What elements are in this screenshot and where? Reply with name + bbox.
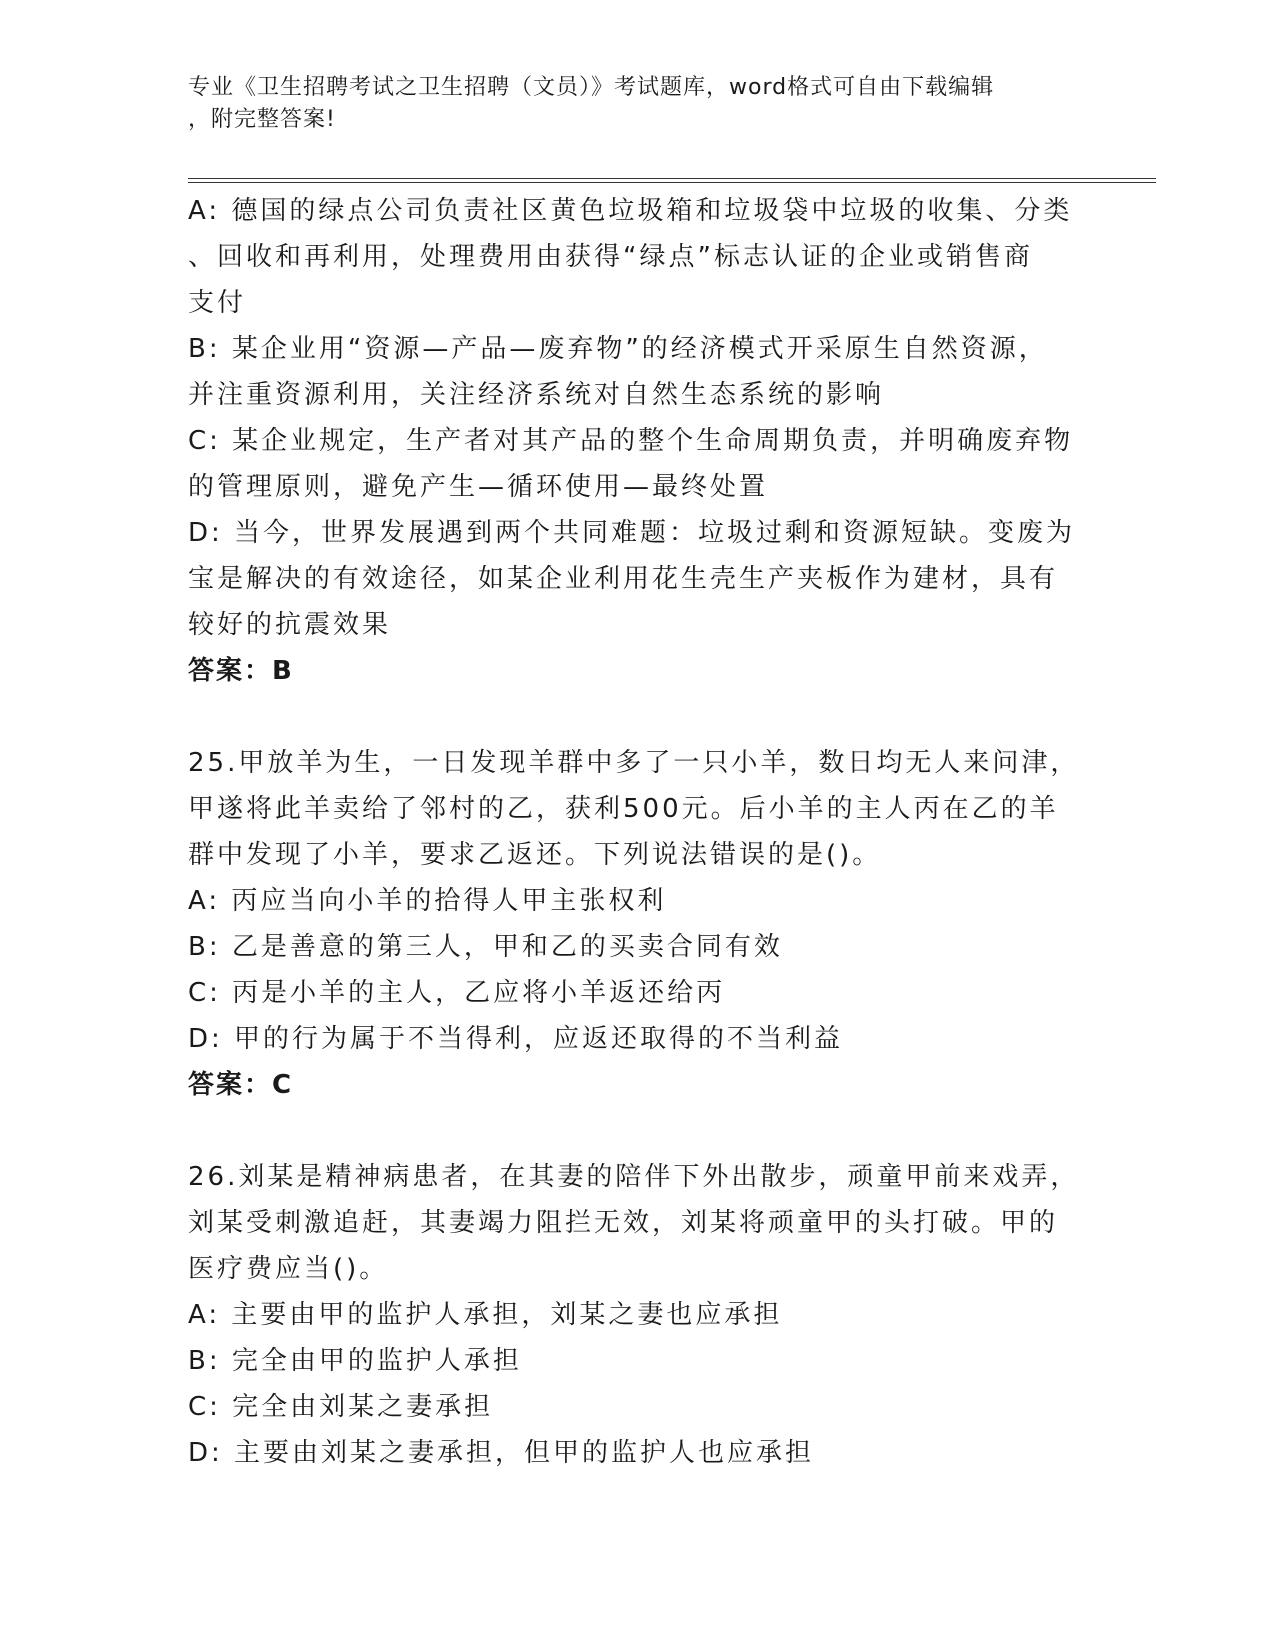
header-divider-bottom — [188, 182, 1156, 183]
option-a: A: 丙应当向小羊的拾得人甲主张权利 — [188, 886, 667, 916]
question-stem — [188, 740, 1078, 878]
stem-line: 刘某受刺激追赶，其妻竭力阻拦无效，刘某将顽童甲的头打破。甲的 — [188, 1208, 1059, 1238]
option-line: 的管理原则，避免产生—循环使用—最终处置 — [188, 472, 769, 502]
stem-line: 医疗费应当()。 — [188, 1254, 389, 1284]
option-line: 、回收和再利用，处理费用由获得“绿点”标志认证的企业或销售商 — [188, 242, 1033, 272]
option-c — [188, 418, 1078, 510]
option-a — [188, 188, 1078, 326]
header-line-2: ，附完整答案! — [188, 107, 336, 132]
option-d — [188, 510, 1078, 648]
option-line: 较好的抗震效果 — [188, 610, 392, 640]
stem-line: 26.刘某是精神病患者，在其妻的陪伴下外出散步，顽童甲前来戏弄， — [188, 1162, 1080, 1192]
option-b: B: 乙是善意的第三人，甲和乙的买卖合同有效 — [188, 932, 783, 962]
stem-line: 群中发现了小羊，要求乙返还。下列说法错误的是()。 — [188, 840, 882, 870]
option-b — [188, 326, 1078, 418]
option-b: B: 完全由甲的监护人承担 — [188, 1346, 522, 1376]
question-24-options — [188, 188, 1078, 694]
header-line-1: 专业《卫生招聘考试之卫生招聘（文员）》考试题库，word格式可自由下载编辑 — [188, 75, 995, 100]
question-25 — [188, 740, 1078, 1108]
option-c: C: 丙是小羊的主人，乙应将小羊返还给丙 — [188, 978, 726, 1008]
option-line: B: 某企业用“资源—产品—废弃物”的经济模式开采原生自然资源， — [188, 334, 1048, 364]
option-d: D: 主要由刘某之妻承担，但甲的监护人也应承担 — [188, 1438, 815, 1468]
option-line: 支付 — [188, 288, 247, 318]
option-c: C: 完全由刘某之妻承担 — [188, 1392, 494, 1422]
option-line: C: 某企业规定，生产者对其产品的整个生命周期负责，并明确废弃物 — [188, 426, 1074, 456]
option-line: 并注重资源利用，关注经济系统对自然生态系统的影响 — [188, 380, 885, 410]
option-line: D: 当今，世界发展遇到两个共同难题：垃圾过剩和资源短缺。变废为 — [188, 518, 1076, 548]
header-divider-top — [188, 178, 1156, 179]
option-a: A: 主要由甲的监护人承担，刘某之妻也应承担 — [188, 1300, 783, 1330]
option-line: A: 德国的绿点公司负责社区黄色垃圾箱和垃圾袋中垃圾的收集、分类 — [188, 196, 1073, 226]
answer-label: 答案：C — [188, 1070, 294, 1100]
document-body — [188, 188, 1078, 1476]
question-26 — [188, 1154, 1078, 1476]
document-header — [188, 72, 1078, 136]
question-stem — [188, 1154, 1078, 1292]
option-line: 宝是解决的有效途径，如某企业利用花生壳生产夹板作为建材，具有 — [188, 564, 1059, 594]
stem-line: 甲遂将此羊卖给了邻村的乙，获利500元。后小羊的主人丙在乙的羊 — [188, 794, 1059, 824]
answer-label: 答案：B — [188, 656, 294, 686]
stem-line: 25.甲放羊为生，一日发现羊群中多了一只小羊，数日均无人来问津， — [188, 748, 1080, 778]
option-d: D: 甲的行为属于不当得利，应返还取得的不当利益 — [188, 1024, 844, 1054]
